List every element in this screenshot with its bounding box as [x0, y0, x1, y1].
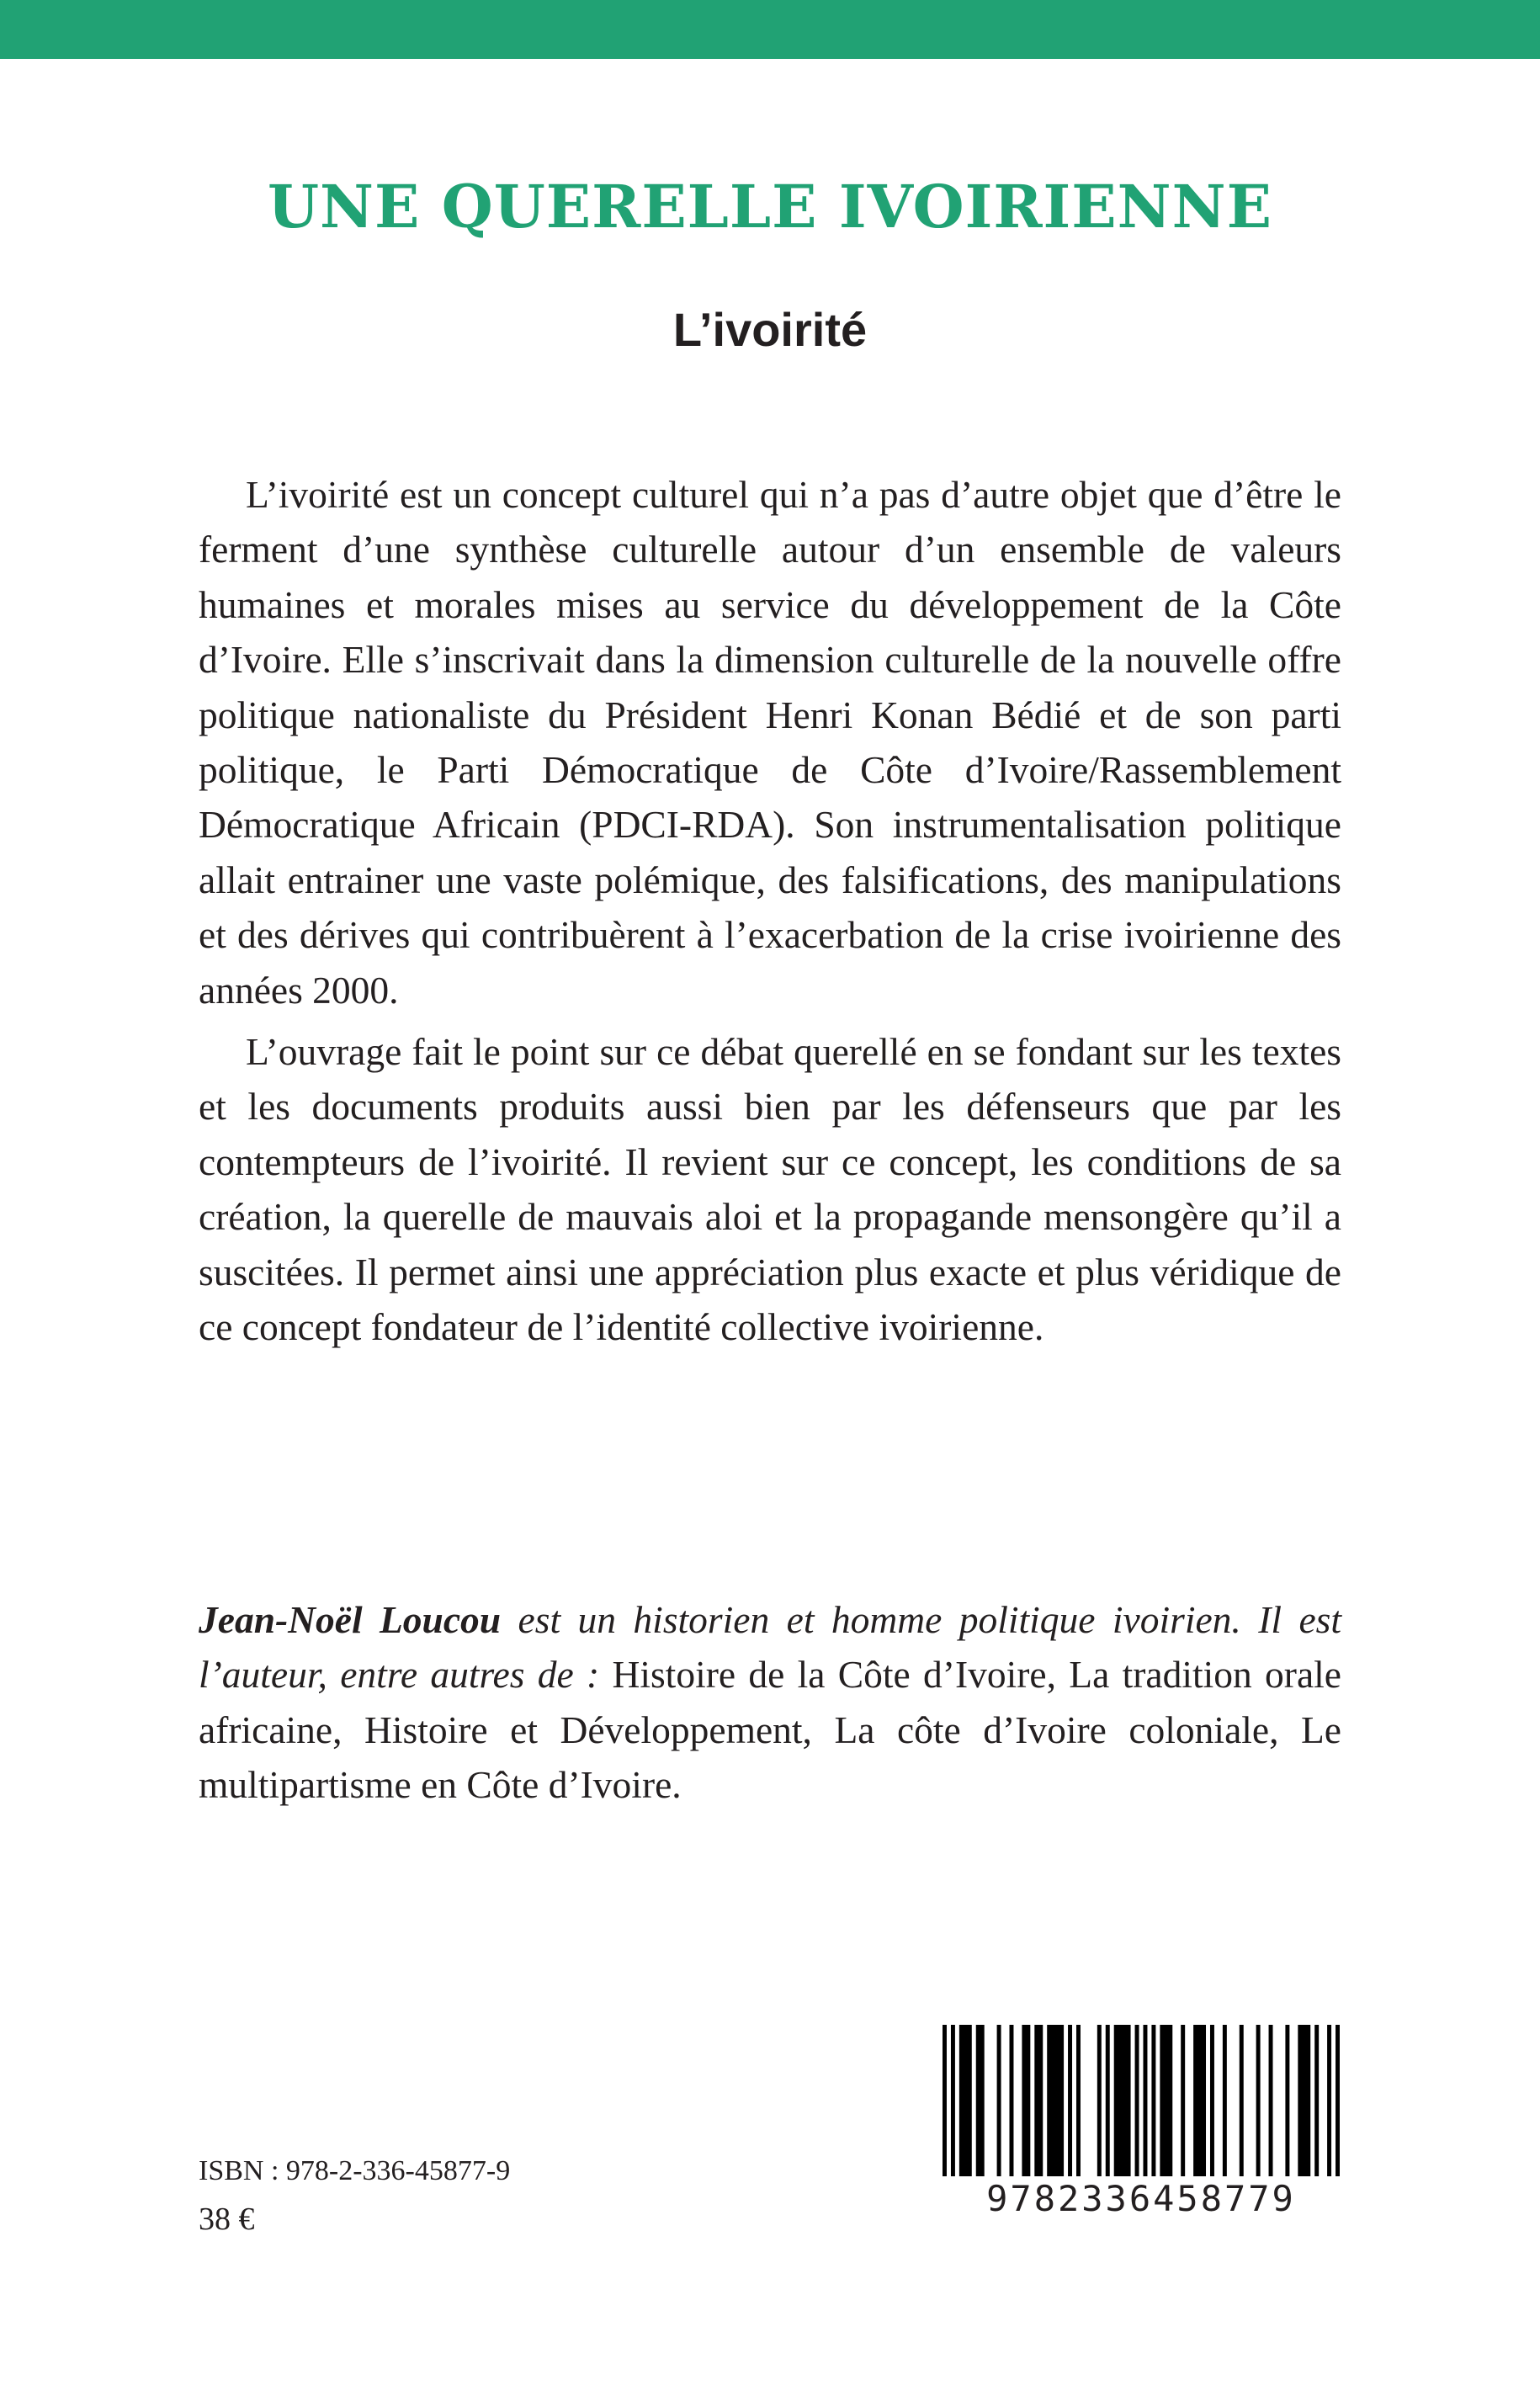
isbn: ISBN : 978-2-336-45877-9 [199, 2155, 511, 2186]
author-works: Histoire de la Côte d’Ivoire, La tradition orale africaine, Histoire et Développement, La côte d’Ivoire coloniale, Le multipartisme en Côte d’Ivoire. [199, 1653, 1341, 1807]
blurb-paragraph-1: L’ivoirité est un concept culturel qui n’a pas d’autre objet que d’être le ferment d’une synthèse culturelle autour d’un ensemble de valeurs humaines et morales mises au service du développement de la Côte d’Ivoire. Elle s’inscrivait dans la dimension culturelle de la nouvelle offre politique nationaliste du Président Henri Konan Bédié et de son parti politique, le Parti Démocratique de Côte d’Ivoire/Rassemblement Démocratique Africain (PDCI-RDA). Son instrumentalisation politique allait entrainer une vaste polémique, des falsifications, des manipulations et des dérives qui contribuèrent à l’exacerbation de la crise ivoirienne des années 2000. [199, 473, 1341, 1012]
top-color-band [0, 0, 1540, 59]
barcode-digits: 9782336458779 [943, 2176, 1340, 2220]
blurb [199, 467, 1341, 1362]
book-subtitle: L’ivoirité [672, 303, 868, 356]
blurb-paragraph-2: L’ouvrage fait le point sur ce débat querellé en se fondant sur les textes et les documents produits aussi bien par les défenseurs que par les contempteurs de l’ivoirité. Il revient sur ce concept, les conditions de sa création, la querelle de mauvais aloi et la propagande mensongère qu’il a suscitées. Il permet ainsi une appréciation plus exacte et plus véridique de ce concept fondateur de l’identité collective ivoirienne. [199, 1030, 1341, 1349]
price: 38 € [199, 2202, 255, 2237]
author-name: Jean-Noël Loucou [199, 1598, 502, 1641]
author-bio-intro: est un historien et homme politique ivoirien. Il est l’auteur, entre autres de : [199, 1598, 1341, 1697]
author-bio [199, 1592, 1341, 1813]
book-title: UNE QUERELLE IVOIRIENNE [268, 172, 1272, 242]
